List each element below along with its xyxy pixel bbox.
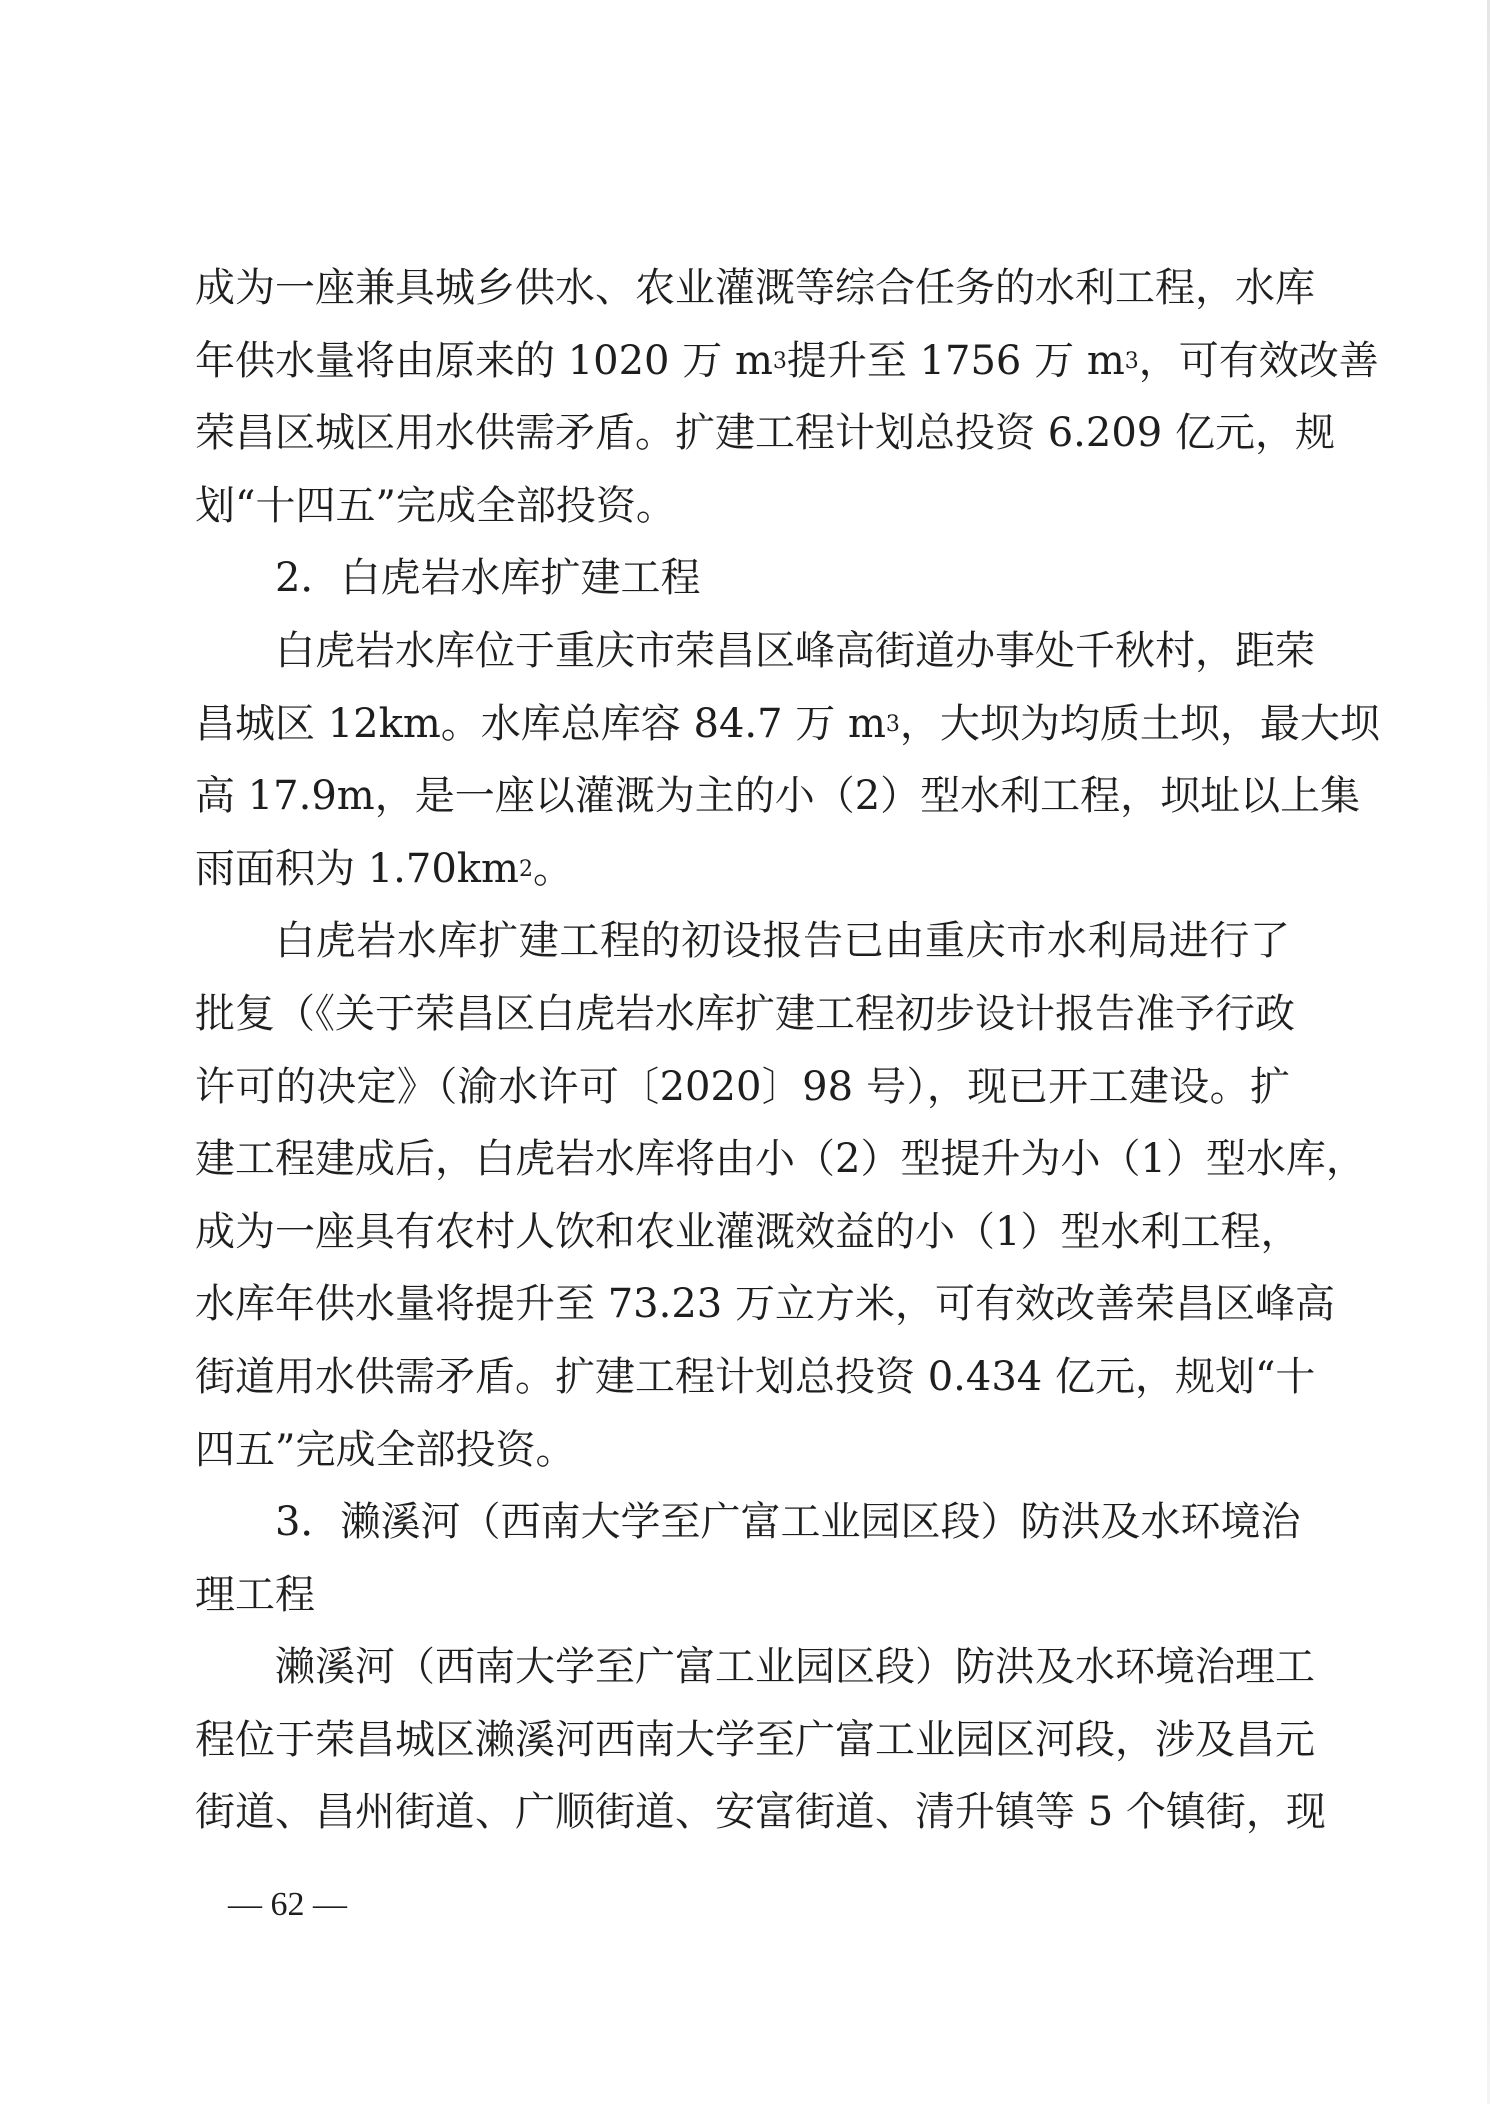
section-heading-continued: 理工程 (195, 1571, 315, 1618)
section-heading: 3．濑溪河（西南大学至广富工业园区段）防洪及水环境治 (275, 1499, 1301, 1546)
section-heading: 2．白虎岩水库扩建工程 (275, 555, 701, 602)
text-line: 程位于荣昌城区濑溪河西南大学至广富工业园区河段，涉及昌元 (195, 1716, 1315, 1763)
text-line: 荣昌区城区用水供需矛盾。扩建工程计划总投资 6.209 亿元，规 (195, 410, 1335, 457)
superscript: 3 (772, 348, 787, 374)
text-line: 成为一座具有农村人饮和农业灌溉效益的小（1）型水利工程， (195, 1208, 1301, 1255)
text-line: 街道、昌州街道、广顺街道、安富街道、清升镇等 5 个镇街，现 (195, 1789, 1326, 1836)
page-number: — 62 — (228, 1886, 347, 1923)
text-line: 濑溪河（西南大学至广富工业园区段）防洪及水环境治理工 (275, 1644, 1315, 1691)
text-line: 白虎岩水库扩建工程的初设报告已由重庆市水利局进行了 (275, 918, 1290, 965)
body-text (195, 252, 1380, 1849)
text-line: 昌城区 12km。水库总库容 84.7 万 $m^3$，大坝为均质土坝，最大坝 (195, 700, 1380, 747)
text-line: 四五”完成全部投资。 (195, 1426, 576, 1473)
text-line: 成为一座兼具城乡供水、农业灌溉等综合任务的水利工程，水库 (195, 265, 1315, 311)
text-line: 建工程建成后，白虎岩水库将由小（2）型提升为小（1）型水库， (195, 1136, 1366, 1183)
text-line: 雨面积为 $1.70km^2$。 (195, 845, 573, 892)
text-line: 街道用水供需矛盾。扩建工程计划总投资 0.434 亿元，规划“十 (195, 1353, 1316, 1400)
text-line: 白虎岩水库位于重庆市荣昌区峰高街道办事处千秋村，距荣 (275, 627, 1315, 674)
superscript: 3 (885, 711, 900, 737)
text-line: 许可的决定》（渝水许可〔2020〕98 号），现已开工建设。扩 (195, 1063, 1290, 1110)
text-line: 水库年供水量将提升至 73.23 万立方米，可有效改善荣昌区峰高 (195, 1281, 1335, 1328)
superscript: 2 (518, 856, 533, 882)
text-line: 年供水量将由原来的 1020 万 $m^3$提升至 1756 万 $m^3$，可有效改善 (195, 337, 1379, 384)
text-line: 批复（《关于荣昌区白虎岩水库扩建工程初步设计报告准予行政 (195, 990, 1295, 1037)
text-line: 高 17.9m，是一座以灌溉为主的小（2）型水利工程，坝址以上集 (195, 773, 1361, 820)
text-line: 划“十四五”完成全部投资。 (195, 482, 676, 529)
superscript: 3 (1124, 348, 1139, 374)
